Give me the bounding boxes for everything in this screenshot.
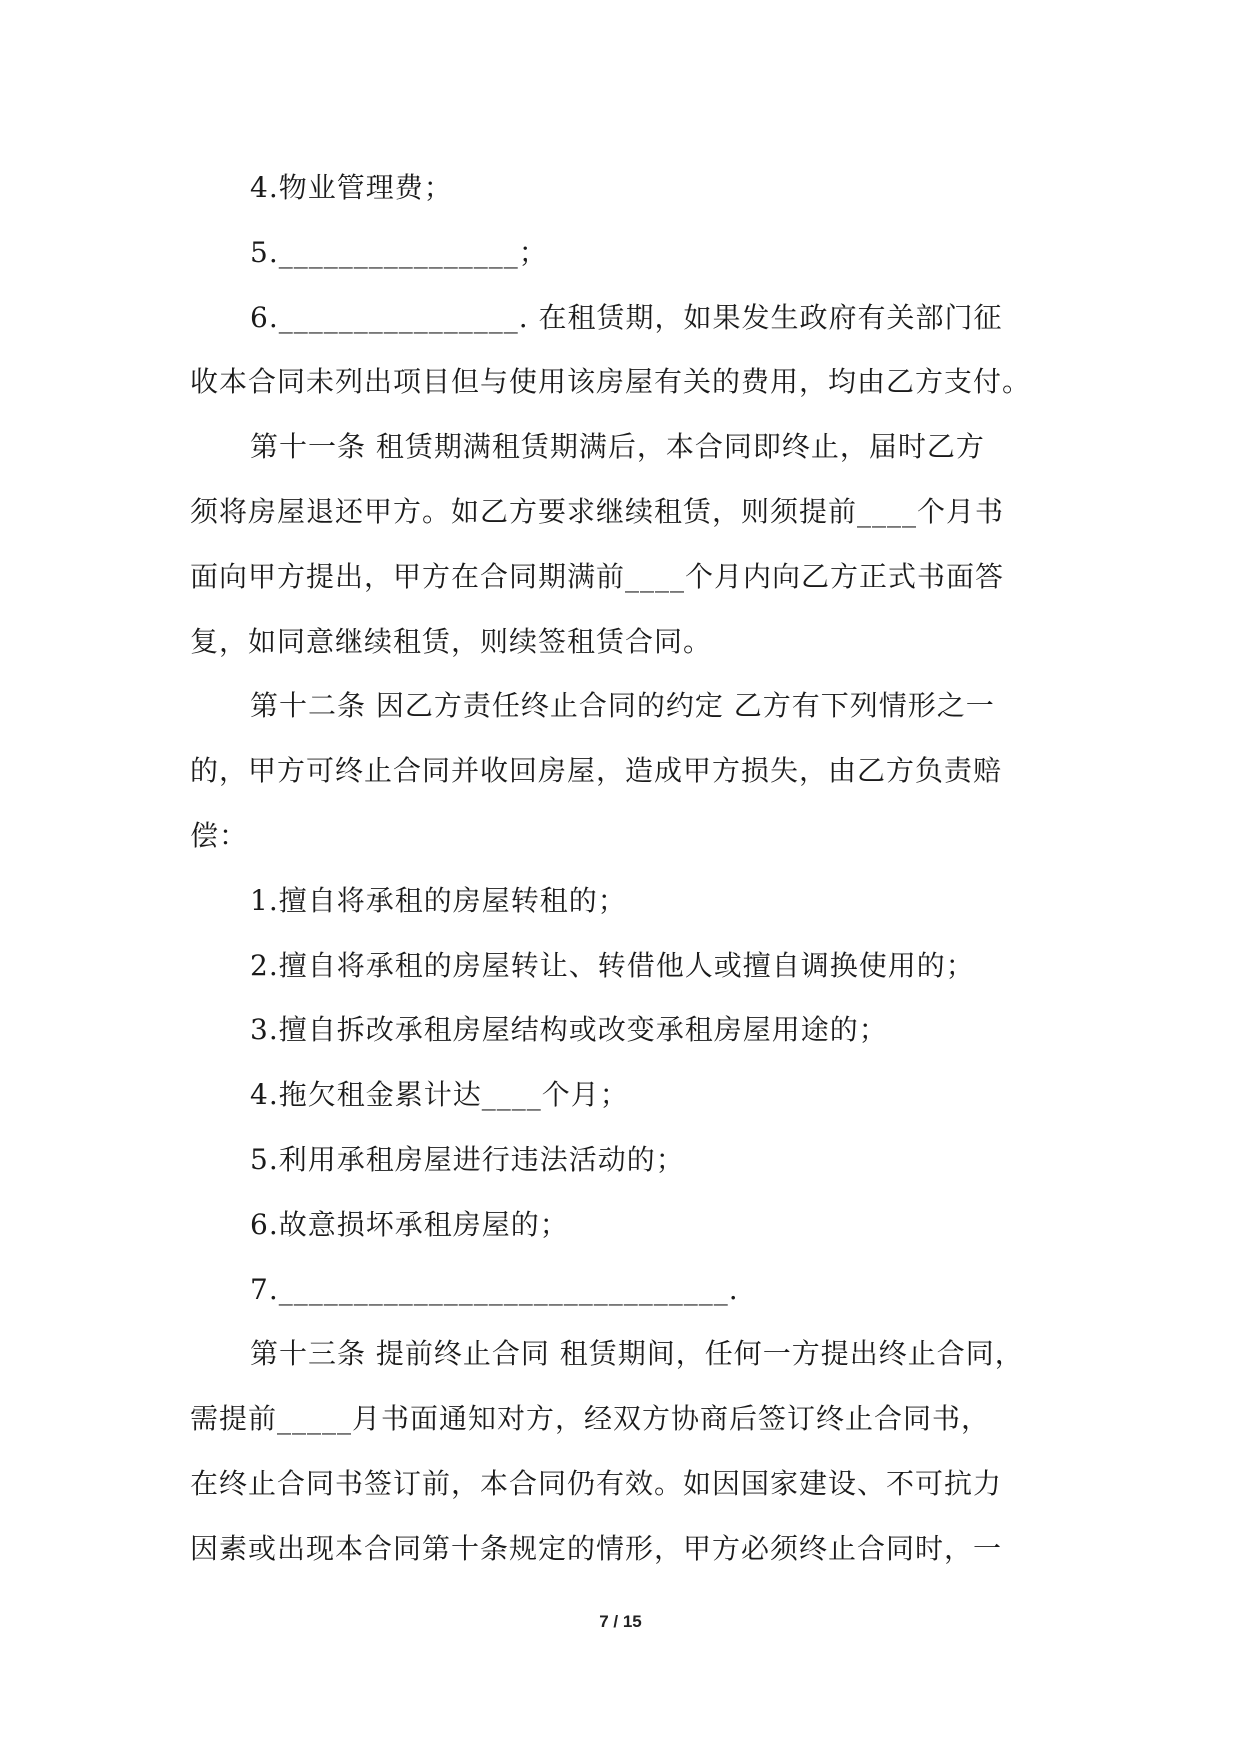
text-line: 复，如同意继续租赁，则续签租赁合同。 bbox=[190, 624, 713, 658]
text-line: 2.擅自将承租的房屋转让、转借他人或擅自调换使用的； bbox=[250, 948, 975, 982]
text-line: 6.________________. 在租赁期，如果发生政府有关部门征 bbox=[250, 300, 1003, 334]
text-line: 6.故意损坏承租房屋的； bbox=[250, 1207, 569, 1241]
text-line: 第十三条 提前终止合同 租赁期间，任何一方提出终止合同， bbox=[250, 1337, 1024, 1371]
text-line: 的，甲方可终止合同并收回房屋，造成甲方损失，由乙方负责赔 bbox=[190, 754, 1003, 788]
text-line: 需提前_____月书面通知对方，经双方协商后签订终止合同书， bbox=[190, 1402, 991, 1436]
text-line: 第十一条 租赁期满租赁期满后，本合同即终止，届时乙方 bbox=[250, 430, 985, 464]
text-line: 1.擅自将承租的房屋转租的； bbox=[250, 883, 627, 917]
text-line: 因素或出现本合同第十条规定的情形，甲方必须终止合同时，一 bbox=[190, 1531, 1003, 1565]
page-number: 7 / 15 bbox=[599, 1612, 642, 1631]
text-line: 面向甲方提出，甲方在合同期满前____个月内向乙方正式书面答 bbox=[190, 559, 1005, 593]
text-line: 5.________________； bbox=[250, 235, 548, 269]
text-line: 7.______________________________. bbox=[250, 1272, 739, 1306]
text-line: 收本合同未列出项目但与使用该房屋有关的费用，均由乙方支付。 bbox=[190, 365, 1032, 399]
text-line: 在终止合同书签订前，本合同仍有效。如因国家建设、不可抗力 bbox=[190, 1466, 1003, 1500]
text-line: 偿： bbox=[190, 818, 249, 852]
document-body bbox=[190, 156, 1060, 1582]
text-line: 3.擅自拆改承租房屋结构或改变承租房屋用途的； bbox=[250, 1013, 888, 1047]
text-line: 须将房屋退还甲方。如乙方要求继续租赁，则须提前____个月书 bbox=[190, 494, 1005, 528]
text-line: 4.物业管理费； bbox=[250, 171, 453, 204]
text-line: 5.利用承租房屋进行违法活动的； bbox=[250, 1142, 685, 1176]
text-line: 4.拖欠租金累计达____个月； bbox=[250, 1078, 629, 1112]
text-line: 第十二条 因乙方责任终止合同的约定 乙方有下列情形之一 bbox=[250, 689, 995, 723]
